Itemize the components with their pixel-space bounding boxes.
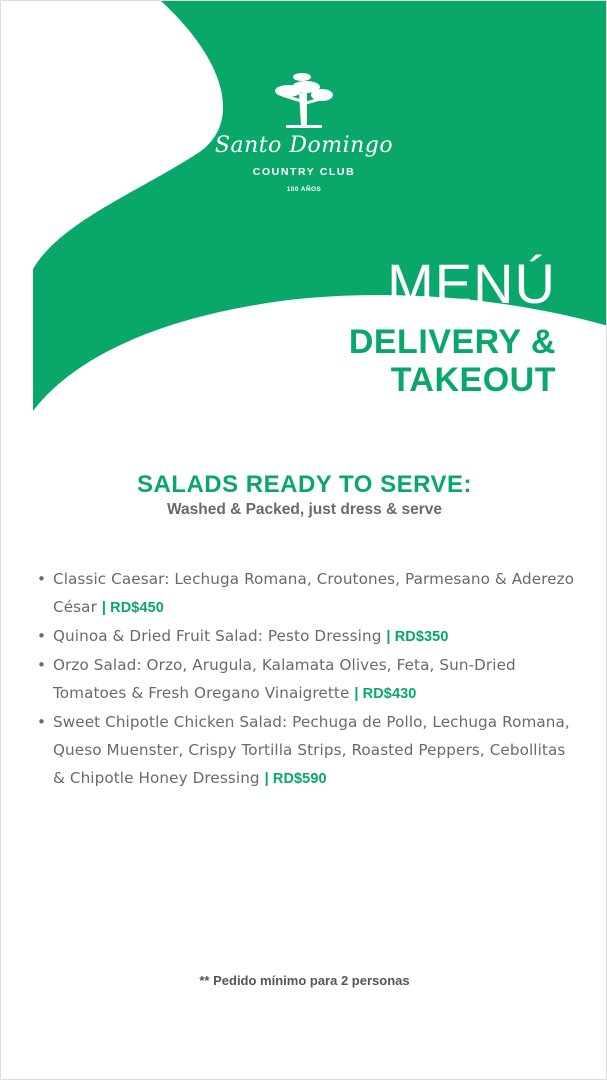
club-script-name: Santo Domingo: [214, 133, 394, 158]
minimum-order-note: ** Pedido mínimo para 2 personas: [199, 973, 410, 988]
item-description: Orzo Salad: Orzo, Arugula, Kalamata Olives, Feta, Sun-Dried Tomatoes & Fresh Oregano Vinaigrette: [53, 656, 516, 702]
item-price: | RD$430: [354, 686, 417, 702]
item-price: | RD$590: [264, 771, 327, 787]
tree-logo-icon: [272, 73, 336, 131]
item-description: Quinoa & Dried Fruit Salad: Pesto Dressing: [53, 627, 382, 645]
service-subtitle: [349, 323, 556, 399]
list-item: [37, 708, 577, 793]
anniversary-label: 100 AÑOS: [286, 186, 322, 193]
subtitle-line-1: DELIVERY &: [348, 323, 556, 361]
club-logo: [201, 73, 407, 193]
subtitle-line-2: TAKEOUT: [390, 361, 556, 399]
list-item: [37, 622, 577, 651]
item-description: Classic Caesar: Lechuga Romana, Croutones, Parmesano & Aderezo César: [53, 570, 575, 616]
item-price: | RD$450: [101, 600, 164, 616]
section-title: SALADS READY TO SERVE:: [136, 471, 473, 498]
salad-list: [37, 565, 577, 793]
menu-title: MENÚ: [387, 252, 556, 315]
list-item: [37, 651, 577, 708]
list-item: [37, 565, 577, 622]
item-description: Sweet Chipotle Chicken Salad: Pechuga de Pollo, Lechuga Romana, Queso Muenster, Crispy Tortilla Strips, Roasted Peppers, Cebollitas & Chipotle Honey Dressing: [53, 713, 570, 787]
club-name: COUNTRY CLUB: [252, 166, 356, 178]
item-price: | RD$350: [386, 629, 449, 645]
section-subtitle: Washed & Packed, just dress & serve: [166, 501, 443, 518]
